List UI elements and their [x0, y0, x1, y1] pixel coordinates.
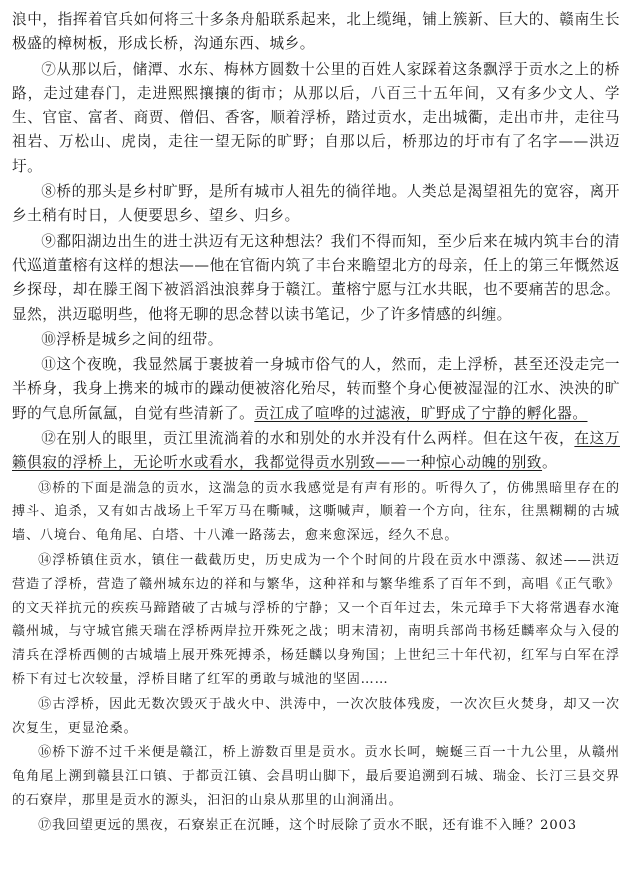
paragraph-p13 [12, 477, 620, 548]
paragraph-p14 [12, 549, 620, 692]
paragraph-text: ⑦从那以后，储潭、水东、梅林方圆数十公里的百姓人家踩着这条飘浮于贡水之上的桥路，走过建春门，走进熙熙攘攘的街市；从那以后，八百三十五年间，又有多少文人、学生、官宦、富者、商贾、僧侣、香客，顺着浮桥，踏过贡水，走出城衢，走出市井，走往马祖岩、万松山、虎岗，走往一望无际的旷野；自那以后，桥那边的圩市有了名字——洪迈圩。 [12, 60, 620, 175]
paragraph-text: ⑪这个夜晚，我显然属于裹披着一身城市俗气的人，然而，走上浮桥，甚至还没走完一半桥身，我身上携来的城市的躁动便被溶化殆尽，转而整个身心便被湿湿的江水、泱泱的旷野的气息所氤氲，自觉有些清新了。 [12, 356, 620, 422]
paragraph-text: ⑬桥的下面是湍急的贡水，这湍急的贡水我感觉是有声有形的。听得久了，仿佛黑暗里存在的搏斗、追杀，又有如古战场上千军万马在嘶喊，这嘶喊声，顺着一个方向，往东，往黑糊糊的古城墙、八境台、龟角尾、白塔、十八滩一路荡去，愈来愈深远，经久不息。 [12, 480, 620, 544]
paragraph-p12 [12, 427, 620, 476]
paragraph-text: 浪中，指挥着官兵如何将三十多条舟船联系起来，北上缆绳，铺上簇新、巨大的、赣南生长极盛的樟树板，形成长桥，沟通东西、城乡。 [12, 11, 620, 53]
paragraph-text: ⑭浮桥镇住贡水，镇住一截截历史，历史成为一个个时间的片段在贡水中漂荡、叙述——洪迈营造了浮桥，营造了赣州城东边的祥和与繁华，这种祥和与繁华维系了百年不到，高唱《正气歌》的文天祥抗元的疾疾马蹄踏破了古城与浮桥的宁静；又一个百年过去，朱元璋手下大将常遇春水淹赣州城，与守城官熊天瑞在浮桥两岸拉开殊死之战；明末清初，南明兵部尚书杨廷麟率众与入侵的清兵在浮桥西侧的古城墙上展开殊死搏杀，杨廷麟以身殉国；上世纪三十年代初，红军与白军在浮桥下有过七次较量，浮桥目睹了红军的勇敢与城池的坚固…… [12, 553, 620, 688]
paragraph-p9 [12, 230, 620, 327]
paragraph-text: ⑫在别人的眼里，贡江里流淌着的水和别处的水并没有什么两样。但在这午夜， [41, 430, 575, 448]
paragraph-p8 [12, 180, 620, 229]
paragraph-text: ⑮古浮桥，因此无数次毁灭于战火中、洪涛中，一次次肢体残废，一次次巨火焚身，却又一次次复生，更显沧桑。 [12, 696, 620, 736]
underlined-sentence: 贡江成了喧哗的过滤液，旷野成了宁静的孵化器。 [254, 404, 588, 422]
underlined-sentence: 在这万籁俱寂的浮桥上，无论听水或看水，我都觉得贡水别致——一种惊心动魄的别致 [12, 430, 620, 472]
paragraph-text: ⑧桥的那头是乡村旷野，是所有城市人祖先的徜徉地。人类总是渴望祖先的宽容，离开乡土稍有时日，人便要思乡、望乡、归乡。 [12, 183, 620, 225]
paragraph-text: 。 [542, 454, 558, 472]
paragraph-text: ⑯桥下游不过千米便是赣江，桥上游数百里是贡水。贡水长呵，蜿蜒三百一十九公里，从赣州龟角尾上溯到赣县江口镇、于都贡江镇、会昌明山脚下，最后要追溯到石城、瑞金、长汀三县交界的石寮岸，那里是贡水的源头，汩汩的山泉从那里的山涧涌出。 [12, 745, 620, 808]
paragraph-text: ⑰我回望更远的黑夜，石寮岽正在沉睡，这个时辰除了贡水不眠，还有谁不入睡？2003 [38, 817, 577, 833]
paragraph-text: ⑩浮桥是城乡之间的纽带。 [41, 330, 223, 348]
paragraph-p17 [12, 814, 620, 838]
paragraph-p7 [12, 58, 620, 179]
paragraph-p11 [12, 353, 620, 426]
paragraph-p16 [12, 741, 620, 812]
paragraph-p0 [12, 8, 620, 57]
article-body [12, 8, 620, 838]
paragraph-text: ⑨鄱阳湖边出生的进士洪迈有无这种想法？我们不得而知，至少后来在城内筑丰台的清代巡道董榕有这样的想法——他在官衙内筑了丰台来瞻望北方的母亲，任上的第三年慨然返乡探母，却在滕王阁下被滔滔浊浪葬身于赣江。董榕宁愿与江水共眠，也不要痛苦的思念。显然，洪迈聪明些，他将无聊的思念替以读书笔记，少了许多情感的纠缠。 [12, 232, 620, 323]
paragraph-p10 [12, 328, 620, 352]
paragraph-p15 [12, 693, 620, 741]
